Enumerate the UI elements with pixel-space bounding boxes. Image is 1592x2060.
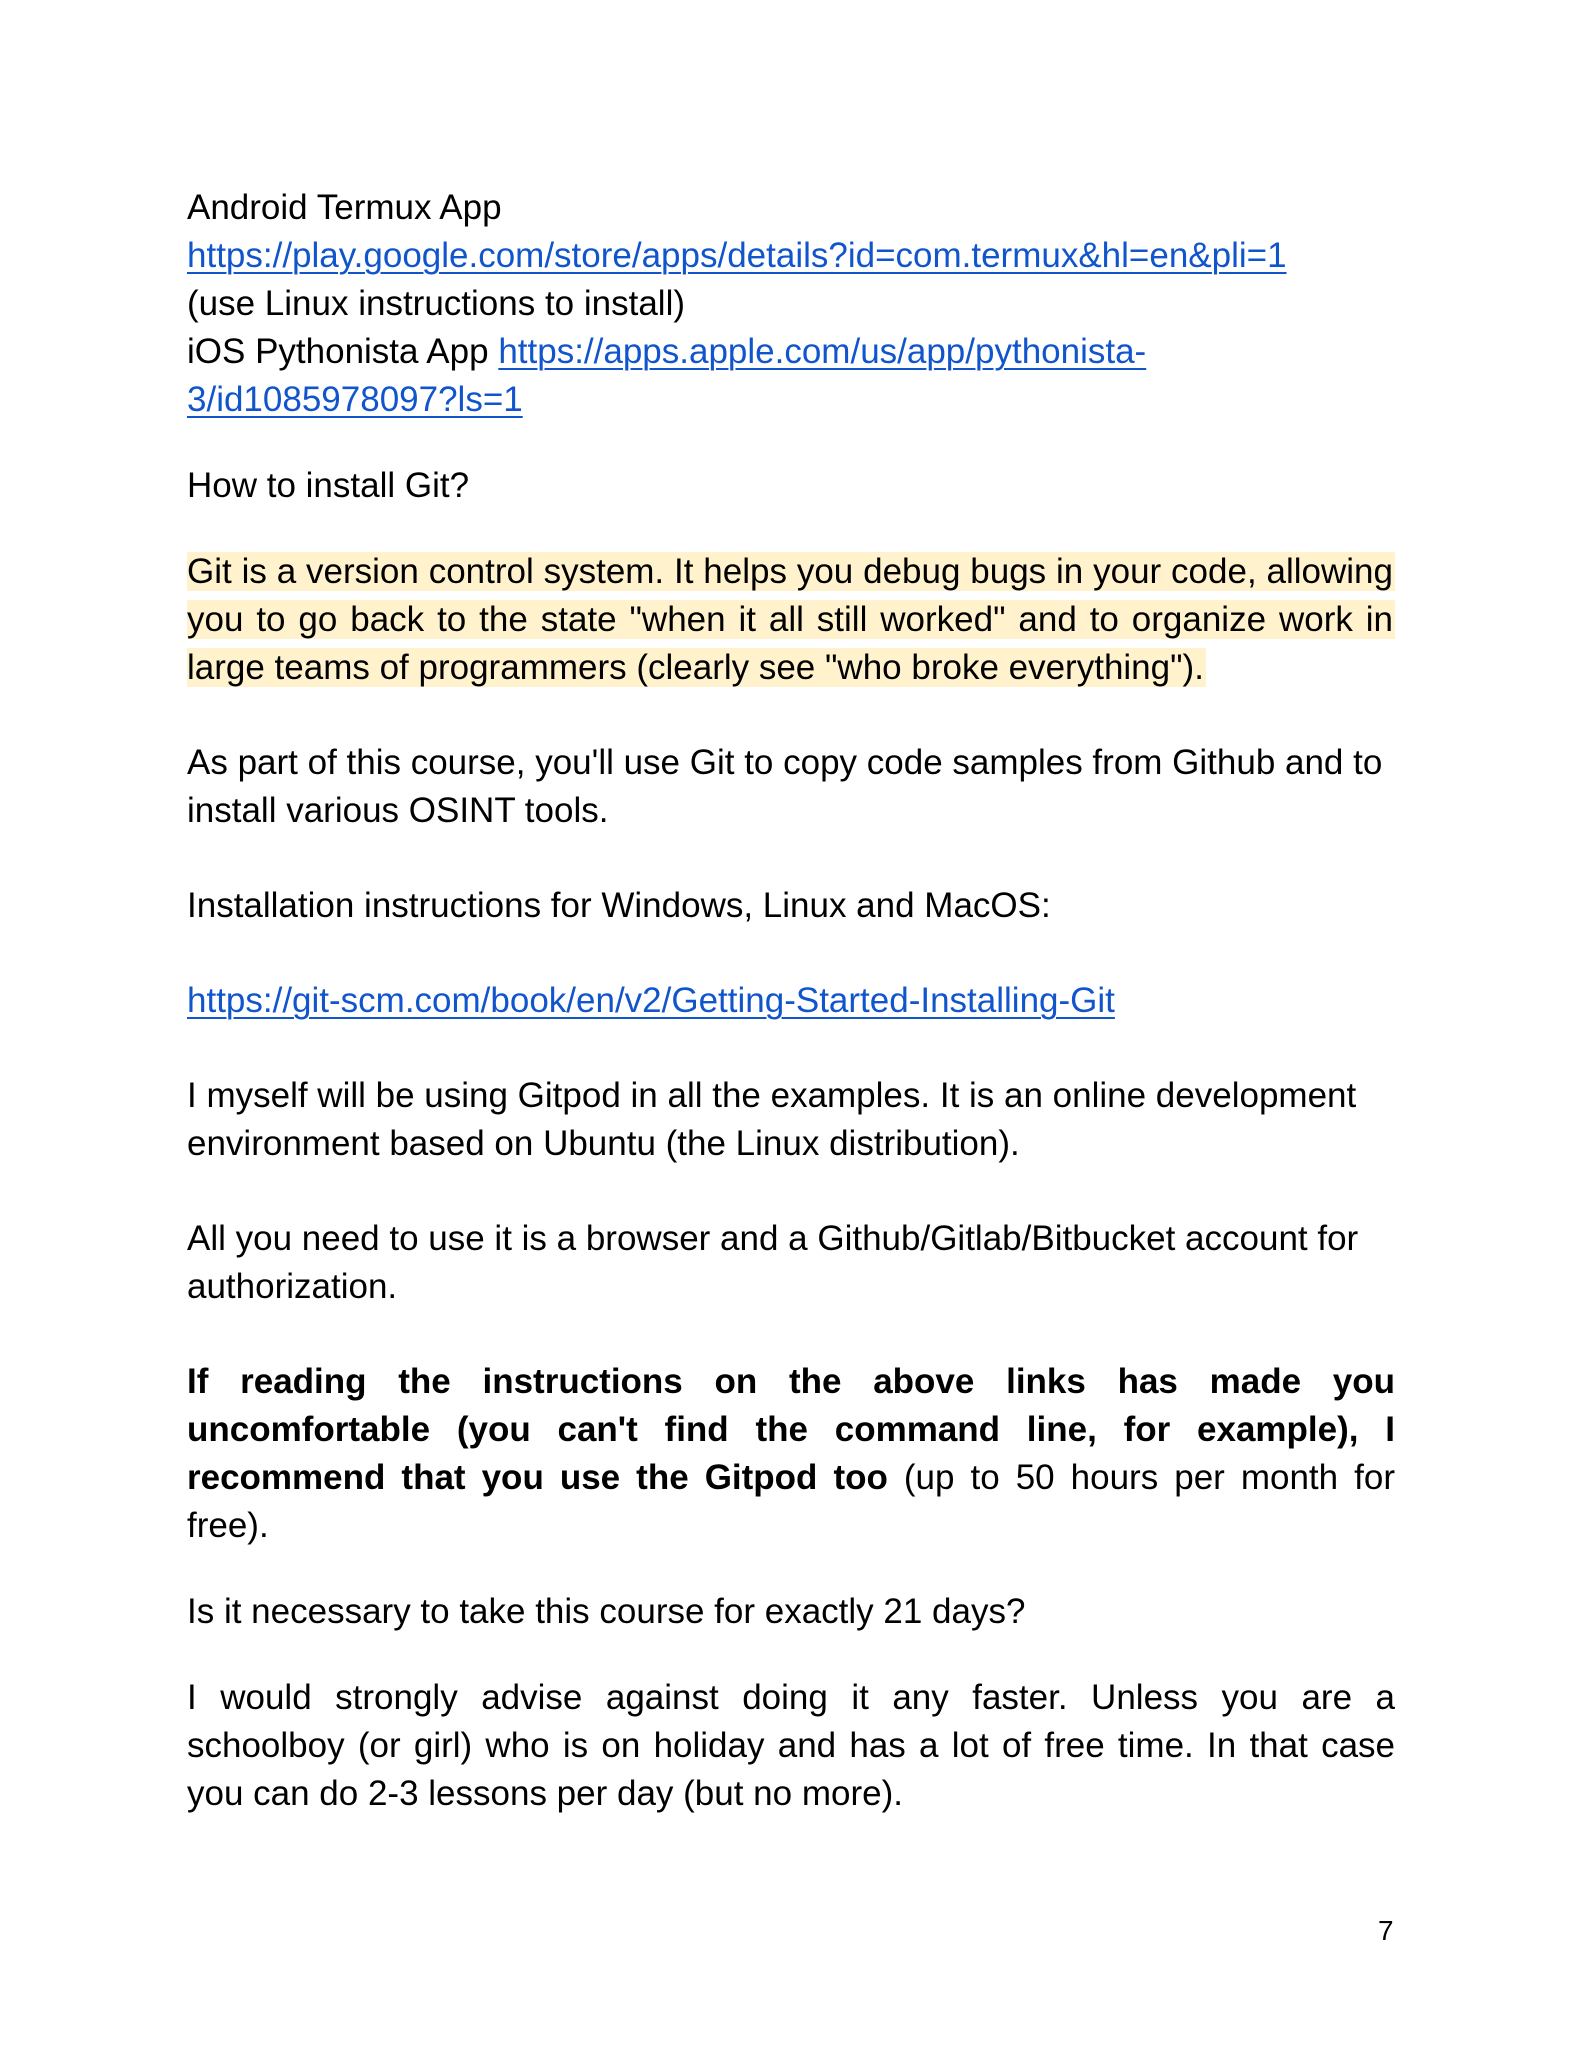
page-number: 7 bbox=[1378, 1915, 1394, 1946]
git-install-heading: Installation instructions for Windows, Linux and MacOS: bbox=[187, 886, 1051, 925]
gitpod-intro-paragraph: I myself will be using Gitpod in all the examples. It is an online development environment based on Ubuntu (the Linux distribution). bbox=[187, 1076, 1357, 1163]
gitpod-recommendation-bold: If reading the instructions on the above links has made you uncomfortable (you can't find the command line, for example), I recommend that you use the Gitpod too bbox=[187, 1362, 1395, 1497]
git-install-link-paragraph bbox=[187, 977, 1395, 1025]
git-install-link[interactable]: https://git-scm.com/book/en/v2/Getting-Started-Installing-Git bbox=[187, 981, 1115, 1020]
android-app-label: Android Termux App bbox=[187, 188, 502, 227]
gitpod-requirements-paragraph: All you need to use it is a browser and a Github/Gitlab/Bitbucket account for authorization. bbox=[187, 1219, 1359, 1306]
ios-app-label: iOS Pythonista App bbox=[187, 332, 489, 371]
git-install-question: How to install Git? bbox=[187, 466, 470, 505]
apps-section bbox=[187, 184, 1395, 424]
gitpod-recommendation-paragraph bbox=[187, 1358, 1395, 1550]
pythonista-link-part-2: 3/id1085978097?ls=1 bbox=[187, 380, 523, 419]
course-pace-answer: I would strongly advise against doing it any faster. Unless you are a schoolboy (or girl) who is on holiday and has a lot of free time. In that case you can do 2-3 lessons per day (but no more). bbox=[187, 1678, 1395, 1813]
pythonista-link-part-1: https://apps.apple.com/us/app/pythonista- bbox=[498, 332, 1147, 371]
termux-play-store-link[interactable]: https://play.google.com/store/apps/details?id=com.termux&hl=en&pli=1 bbox=[187, 236, 1287, 275]
git-course-usage-paragraph: As part of this course, you'll use Git to copy code samples from Github and to install various OSINT tools. bbox=[187, 743, 1383, 830]
gitpod-recommendation-rest: (up to 50 hours per month for free). bbox=[187, 1458, 1395, 1545]
android-install-note: (use Linux instructions to install) bbox=[187, 284, 685, 323]
document-page bbox=[187, 184, 1395, 1818]
git-definition-highlight: Git is a version control system. It helps you debug bugs in your code, allowing you to go back to the state "when it all still worked" and to organize work in large teams of programmers (clearly see "who broke everything"). bbox=[187, 552, 1393, 687]
course-pace-question: Is it necessary to take this course for exactly 21 days? bbox=[187, 1592, 1026, 1631]
git-definition-paragraph bbox=[187, 548, 1395, 692]
